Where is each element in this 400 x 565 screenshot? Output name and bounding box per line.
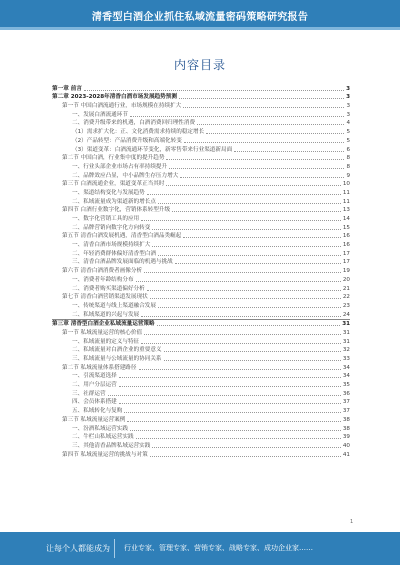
toc-entry-label: 四、会员体系搭建 xyxy=(72,399,117,406)
toc-entry-page: 35 xyxy=(342,382,350,389)
toc-leader-dots xyxy=(158,203,341,204)
toc-subsection[interactable] xyxy=(52,162,350,171)
toc-leader-dots xyxy=(164,351,341,352)
toc-leader-dots xyxy=(175,263,341,264)
toc-subsection[interactable] xyxy=(52,380,350,389)
toc-leader-dots xyxy=(179,98,344,99)
toc-entry-page: 22 xyxy=(342,294,350,301)
toc-entry-page: 31 xyxy=(342,329,350,336)
toc-subsection[interactable] xyxy=(52,284,350,293)
toc-entry-label: 第二章 2023-2028年清香白酒市场发展趋势预测 xyxy=(52,94,177,101)
toc-entry-label: 三、其他清香品牌私域运营实践 xyxy=(72,442,151,449)
toc-entry-label: 二、私域流量对白酒企业的重要意义 xyxy=(72,347,162,354)
toc-subsection[interactable] xyxy=(52,372,350,381)
toc-section[interactable] xyxy=(52,450,350,459)
toc-entry-label: 五、私域转化与复购 xyxy=(72,408,123,415)
toc-entry-label: 第二节 中国白酒，行业集中度的提升趋势 xyxy=(62,155,165,162)
footer-roles: 行业专家、管理专家、营销专家、战略专家、成功企业家…… xyxy=(124,544,313,552)
toc-entry-label: 二、品牌效应凸显，中小品牌生存压力增大 xyxy=(72,172,179,179)
toc-entry-page: 20 xyxy=(342,276,350,283)
toc-section[interactable] xyxy=(52,154,350,163)
toc-entry-page: 37 xyxy=(342,399,350,406)
toc-entry-page: 16 xyxy=(342,233,350,240)
toc-subsection[interactable] xyxy=(52,188,350,197)
toc-entry-page: 9 xyxy=(346,172,350,179)
toc-entry-page: 6 xyxy=(346,146,350,153)
toc-leader-dots xyxy=(206,133,344,134)
toc-entry-label: 一、汾酒私域运营实践 xyxy=(72,425,128,432)
toc-leader-dots xyxy=(139,369,341,370)
toc-entry-label: 一、传统渠道与线上渠道融合发展 xyxy=(72,302,156,309)
toc-entry-page: 5 xyxy=(346,137,350,144)
toc-entry-page: 39 xyxy=(342,434,350,441)
toc-subsection[interactable] xyxy=(52,275,350,284)
toc-entry-page: 37 xyxy=(342,408,350,415)
toc-entry-page: 31 xyxy=(342,321,350,328)
toc-entry-label: 第七节 清香白酒营销渠道发展现状 xyxy=(62,294,148,301)
toc-leader-dots xyxy=(130,116,344,117)
toc-entry-page: 41 xyxy=(342,451,350,458)
toc-chapter[interactable] xyxy=(52,84,350,93)
toc-entry-page: 8 xyxy=(346,163,350,170)
toc-section[interactable] xyxy=(52,180,350,189)
report-footer xyxy=(0,532,400,565)
toc-entry-page: 3 xyxy=(346,111,350,118)
toc-entry-page: 17 xyxy=(342,259,350,266)
toc-entry-label: 第四节 白酒行业数字化，营销体系转型升级 xyxy=(62,207,171,214)
toc-entry-page: 10 xyxy=(342,181,350,188)
toc-entry-page: 3 xyxy=(346,103,350,110)
toc-entry-page: 11 xyxy=(342,189,350,196)
header-stripe xyxy=(0,27,400,30)
toc-leader-dots xyxy=(124,412,341,413)
toc-entry-label: 三、私域流量与公域流量的协同关系 xyxy=(72,356,162,362)
toc-entry-label: 一、私域流量的定义与特征 xyxy=(72,338,140,345)
report-header xyxy=(0,0,400,30)
toc-leader-dots xyxy=(183,107,344,108)
toc-entry-label: 第二节 私域流量体系搭建路径 xyxy=(62,364,137,371)
toc-entry-label: 一、行业头部企业市场占有率持续提升 xyxy=(72,163,168,170)
table-of-contents xyxy=(52,84,350,459)
toc-entry-page: 11 xyxy=(342,198,350,205)
toc-subsection[interactable] xyxy=(52,240,350,249)
toc-entry-page: 17 xyxy=(342,250,350,257)
toc-leader-dots xyxy=(152,246,341,247)
toc-chapter[interactable] xyxy=(52,319,350,329)
toc-section[interactable] xyxy=(52,328,350,337)
toc-leader-dots xyxy=(147,290,341,291)
toc-entry-page: 32 xyxy=(342,347,350,354)
toc-entry-label: （2）产品转型：产品消费升级和高端化转变 xyxy=(72,137,182,144)
toc-entry-page: 33 xyxy=(342,356,350,362)
toc-entry-page: 38 xyxy=(342,416,350,423)
toc-title: 内容目录 xyxy=(173,58,226,72)
toc-entry-page: 3 xyxy=(346,94,350,101)
toc-leader-dots xyxy=(157,325,341,326)
toc-section[interactable] xyxy=(52,415,350,424)
toc-entry-label: 第一章 前言 xyxy=(52,85,82,92)
toc-subsection[interactable] xyxy=(52,145,350,154)
toc-leader-dots xyxy=(166,185,340,186)
toc-entry-label: 一、消费者年龄结构分布 xyxy=(72,276,134,283)
footer-slogan: 让每个人都能成为 xyxy=(46,544,110,553)
toc-entry-label: 二、用户分层运营 xyxy=(72,382,117,389)
toc-section[interactable] xyxy=(52,363,350,372)
toc-subsection[interactable] xyxy=(52,110,350,119)
toc-subsection[interactable] xyxy=(52,301,350,310)
toc-entry-page: 40 xyxy=(342,442,350,449)
toc-entry-label: 第四节 私域流量运营的挑战与对策 xyxy=(62,451,148,458)
toc-leader-dots xyxy=(144,334,341,335)
toc-subsection[interactable] xyxy=(52,171,350,180)
toc-leader-dots xyxy=(180,177,344,178)
toc-leader-dots xyxy=(119,386,341,387)
toc-entry-page: 16 xyxy=(342,242,350,249)
toc-leader-dots xyxy=(158,307,341,308)
toc-entry-page: 38 xyxy=(342,425,350,432)
toc-entry-label: 第六节 清香白酒消费者画像分析 xyxy=(62,268,143,275)
toc-entry-label: 三、清香白酒品牌发展面临的机遇与挑战 xyxy=(72,259,173,266)
toc-entry-label: 第五节 清香白酒发展机遇，清香型白酒品类崛起 xyxy=(62,233,182,240)
toc-subsection[interactable] xyxy=(52,127,350,136)
page-number: 1 xyxy=(350,519,354,525)
toc-entry-page: 21 xyxy=(342,285,350,292)
toc-entry-page: 8 xyxy=(346,155,350,162)
toc-entry-page: 5 xyxy=(346,129,350,136)
toc-subsection[interactable] xyxy=(52,389,350,398)
toc-entry-label: 二、品牌营销向数字化方向转变 xyxy=(72,224,151,231)
toc-leader-dots xyxy=(197,124,344,125)
toc-leader-dots xyxy=(169,168,344,169)
toc-entry-label: 第三节 私域流量运营案例 xyxy=(62,416,126,423)
toc-leader-dots xyxy=(119,377,341,378)
toc-leader-dots xyxy=(158,255,341,256)
toc-subsection[interactable] xyxy=(52,346,350,355)
toc-leader-dots xyxy=(141,220,341,221)
toc-subsection[interactable] xyxy=(52,337,350,346)
toc-leader-dots xyxy=(108,395,341,396)
toc-leader-dots xyxy=(164,360,341,361)
toc-subsection[interactable] xyxy=(52,197,350,206)
toc-entry-label: 二、消费升级带来的机遇，白酒消费回归理性消费 xyxy=(72,120,196,127)
toc-section[interactable] xyxy=(52,101,350,110)
toc-leader-dots xyxy=(130,430,341,431)
toc-leader-dots xyxy=(172,211,341,212)
toc-leader-dots xyxy=(136,281,341,282)
toc-entry-page: 14 xyxy=(342,216,350,222)
toc-subsection[interactable] xyxy=(52,424,350,433)
toc-entry-label: 第三节 白酒流通企业，渠道变革正当其时 xyxy=(62,181,165,188)
toc-entry-page: 36 xyxy=(342,390,350,397)
toc-entry-label: （3）渠道变革：白酒流通环节变化，新零售带来行业渠道新局面 xyxy=(72,146,233,153)
toc-subsection[interactable] xyxy=(52,214,350,223)
toc-entry-label: 第三章 清香型白酒企业私域流量运营策略 xyxy=(52,321,155,328)
toc-leader-dots xyxy=(84,90,344,91)
toc-section[interactable] xyxy=(52,266,350,275)
toc-leader-dots xyxy=(141,343,341,344)
toc-leader-dots xyxy=(127,421,341,422)
toc-entry-label: 一、数字化营销工具的应用 xyxy=(72,216,140,222)
toc-subsection[interactable] xyxy=(52,354,350,363)
toc-subsection[interactable] xyxy=(52,310,350,319)
toc-entry-page: 15 xyxy=(342,224,350,231)
toc-subsection[interactable] xyxy=(52,249,350,258)
toc-leader-dots xyxy=(152,447,341,448)
toc-leader-dots xyxy=(141,316,341,317)
toc-entry-label: 二、消费者购买渠道偏好分析 xyxy=(72,285,145,292)
toc-leader-dots xyxy=(119,403,341,404)
toc-chapter[interactable] xyxy=(52,93,350,102)
toc-leader-dots xyxy=(136,438,341,439)
toc-entry-page: 31 xyxy=(342,338,350,345)
toc-subsection[interactable] xyxy=(52,406,350,415)
toc-entry-label: 一、渠道结构变化与发展趋势 xyxy=(72,189,145,196)
toc-entry-label: 二、年轻消费群体偏好清香型白酒 xyxy=(72,250,156,257)
toc-subsection[interactable] xyxy=(52,441,350,450)
toc-subsection[interactable] xyxy=(52,136,350,145)
toc-subsection[interactable] xyxy=(52,223,350,232)
toc-subsection[interactable] xyxy=(52,433,350,442)
toc-entry-label: 二、私域渠道的兴起与发展 xyxy=(72,311,140,318)
toc-entry-page: 24 xyxy=(342,311,350,318)
toc-section[interactable] xyxy=(52,232,350,241)
toc-entry-label: 一、清香白酒市场规模持续扩大 xyxy=(72,242,151,249)
footer-divider xyxy=(114,539,115,558)
toc-leader-dots xyxy=(184,142,345,143)
toc-entry-page: 4 xyxy=(346,120,350,127)
toc-leader-dots xyxy=(166,159,344,160)
toc-section[interactable] xyxy=(52,293,350,302)
toc-entry-label: 三、社群运营 xyxy=(72,390,106,397)
toc-leader-dots xyxy=(183,237,341,238)
toc-leader-dots xyxy=(150,456,341,457)
toc-subsection[interactable] xyxy=(52,258,350,267)
toc-leader-dots xyxy=(144,272,341,273)
toc-leader-dots xyxy=(147,194,341,195)
toc-entry-page: 3 xyxy=(346,85,350,92)
toc-entry-page: 34 xyxy=(342,373,350,380)
toc-entry-label: （1）需求扩大化：正、文化消费需求持续的稳定增长 xyxy=(72,129,205,136)
toc-leader-dots xyxy=(152,229,341,230)
toc-leader-dots xyxy=(150,298,341,299)
toc-entry-label: 二、牛栏山私域运营实践 xyxy=(72,434,134,441)
toc-subsection[interactable] xyxy=(52,119,350,128)
toc-entry-page: 23 xyxy=(342,302,350,309)
toc-entry-page: 19 xyxy=(342,268,350,275)
toc-entry-page: 13 xyxy=(342,207,350,214)
toc-subsection[interactable] xyxy=(52,398,350,407)
report-title: 清香型白酒企业抓住私域流量密码策略研究报告 xyxy=(91,12,309,23)
toc-entry-label: 第一节 私域流量运营的核心价值 xyxy=(62,329,143,336)
toc-entry-label: 二、私域流量成为渠道新的增长点 xyxy=(72,198,156,205)
toc-section[interactable] xyxy=(52,206,350,215)
toc-entry-label: 第一节 中国白酒流通行业，市场规模在持续扩大 xyxy=(62,103,182,110)
toc-entry-label: 一、引流渠道选择 xyxy=(72,373,117,380)
toc-leader-dots xyxy=(234,151,344,152)
toc-entry-label: 一、发展白酒流通环节 xyxy=(72,111,128,118)
toc-entry-page: 34 xyxy=(342,364,350,371)
